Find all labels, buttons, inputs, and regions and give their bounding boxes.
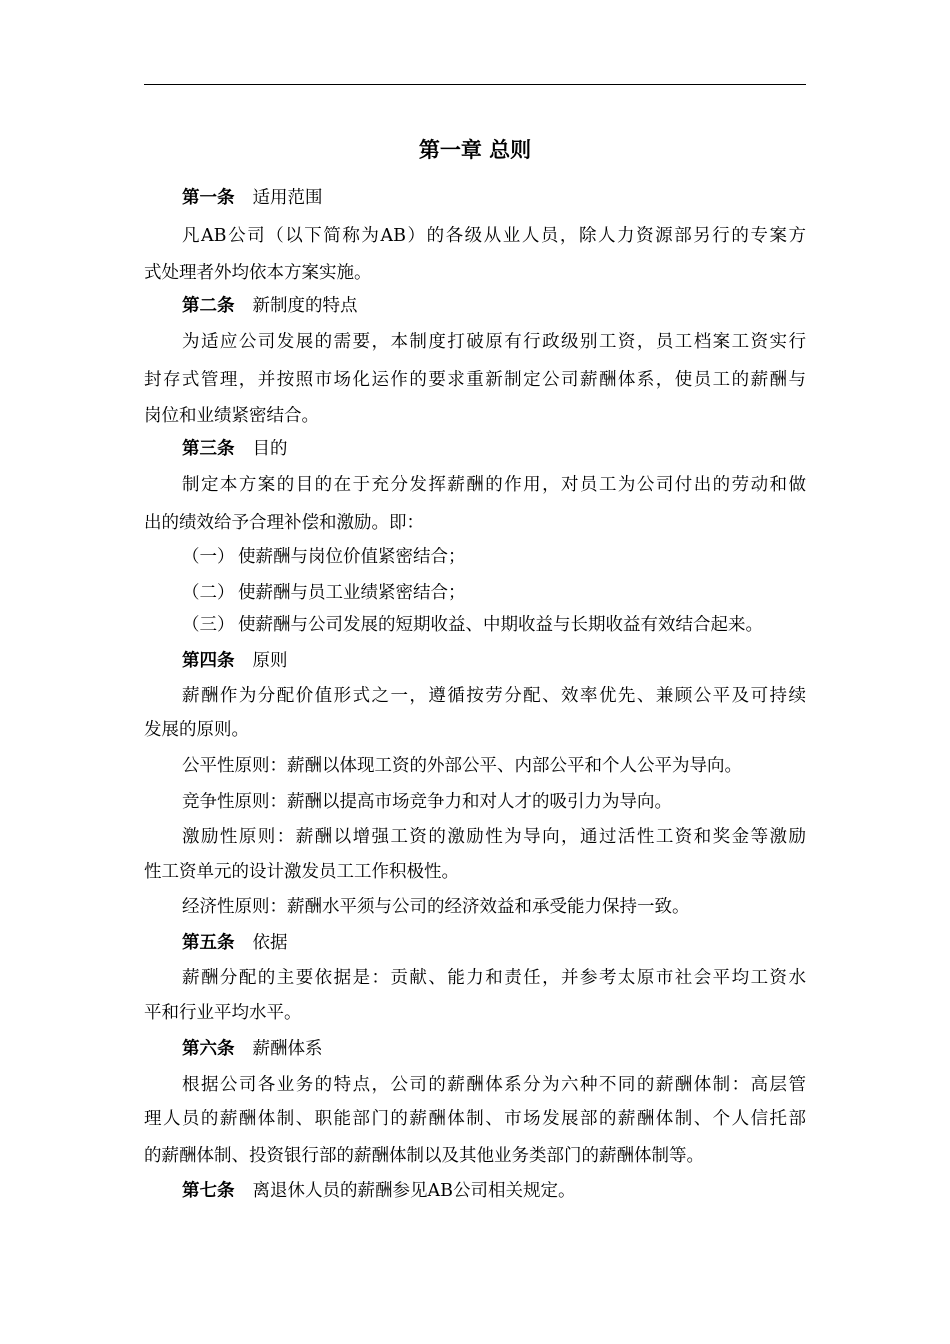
list-marker: （三）	[182, 615, 235, 635]
article-6-heading	[182, 1038, 806, 1060]
list-text: 使薪酬与公司发展的短期收益、中期收益与长期收益有效结合起来。	[238, 615, 763, 635]
article-number: 第一条	[182, 188, 235, 208]
list-item	[182, 614, 806, 636]
article-number: 第二条	[182, 296, 235, 316]
paragraph-line: 封存式管理，并按照市场化运作的要求重新制定公司薪酬体系，使员工的薪酬与	[144, 370, 806, 390]
paragraph-line: 薪酬作为分配价值形式之一，遵循按劳分配、效率优先、兼顾公平及可持续	[182, 686, 806, 706]
article-5-heading	[182, 932, 806, 954]
paragraph-line: 凡AB公司（以下简称为AB）的各级从业人员，除人力资源部另行的专案方	[182, 226, 806, 246]
chapter-title: 第一章 总则	[418, 137, 532, 162]
paragraph-line: 性工资单元的设计激发员工工作积极性。	[144, 862, 459, 882]
paragraph-line: 薪酬分配的主要依据是：贡献、能力和责任，并参考太原市社会平均工资水	[182, 968, 806, 988]
paragraph-line: 出的绩效给予合理补偿和激励。即：	[144, 513, 424, 533]
paragraph-line: 竞争性原则：薪酬以提高市场竞争力和对人才的吸引力为导向。	[182, 792, 672, 812]
paragraph-line: 激励性原则：薪酬以增强工资的激励性为导向，通过活性工资和奖金等激励	[182, 827, 806, 847]
paragraph-line: 理人员的薪酬体制、职能部门的薪酬体制、市场发展部的薪酬体制、个人信托部	[144, 1109, 806, 1129]
article-subject: 适用范围	[252, 188, 323, 208]
paragraph-line: 公平性原则：薪酬以体现工资的外部公平、内部公平和个人公平为导向。	[182, 756, 742, 776]
article-subject: 新制度的特点	[252, 296, 358, 316]
header-rule	[144, 84, 806, 85]
article-number: 第六条	[182, 1039, 235, 1059]
list-item	[182, 582, 806, 604]
list-text: 使薪酬与员工业绩紧密结合；	[238, 583, 466, 603]
paragraph-line: 制定本方案的目的在于充分发挥薪酬的作用，对员工为公司付出的劳动和做	[182, 475, 806, 495]
article-4-heading	[182, 650, 806, 672]
paragraph-line: 发展的原则。	[144, 720, 249, 740]
article-1-heading	[182, 187, 806, 209]
list-text: 使薪酬与岗位价值紧密结合；	[238, 547, 466, 567]
article-number: 第七条	[182, 1181, 235, 1201]
article-number: 第五条	[182, 933, 235, 953]
article-subject: 依据	[252, 933, 288, 953]
article-7-heading	[182, 1180, 806, 1202]
paragraph-line: 平和行业平均水平。	[144, 1003, 302, 1023]
paragraph-line: 根据公司各业务的特点，公司的薪酬体系分为六种不同的薪酬体制：高层管	[182, 1075, 806, 1095]
article-3-heading	[182, 438, 806, 460]
paragraph-line: 为适应公司发展的需要，本制度打破原有行政级别工资，员工档案工资实行	[182, 332, 806, 352]
list-item	[182, 546, 806, 568]
paragraph-line: 经济性原则：薪酬水平须与公司的经济效益和承受能力保持一致。	[182, 897, 690, 917]
article-2-heading	[182, 295, 806, 317]
list-marker: （一）	[182, 547, 235, 567]
paragraph-line: 的薪酬体制、投资银行部的薪酬体制以及其他业务类部门的薪酬体制等。	[144, 1146, 704, 1166]
paragraph-line: 式处理者外均依本方案实施。	[144, 263, 372, 283]
paragraph-line: 岗位和业绩紧密结合。	[144, 406, 319, 426]
article-number: 第四条	[182, 651, 235, 671]
list-marker: （二）	[182, 583, 235, 603]
article-subject: 目的	[252, 439, 288, 459]
article-subject: 原则	[252, 651, 288, 671]
article-subject: 离退休人员的薪酬参见AB公司相关规定。	[252, 1181, 576, 1201]
article-subject: 薪酬体系	[252, 1039, 323, 1059]
article-number: 第三条	[182, 439, 235, 459]
